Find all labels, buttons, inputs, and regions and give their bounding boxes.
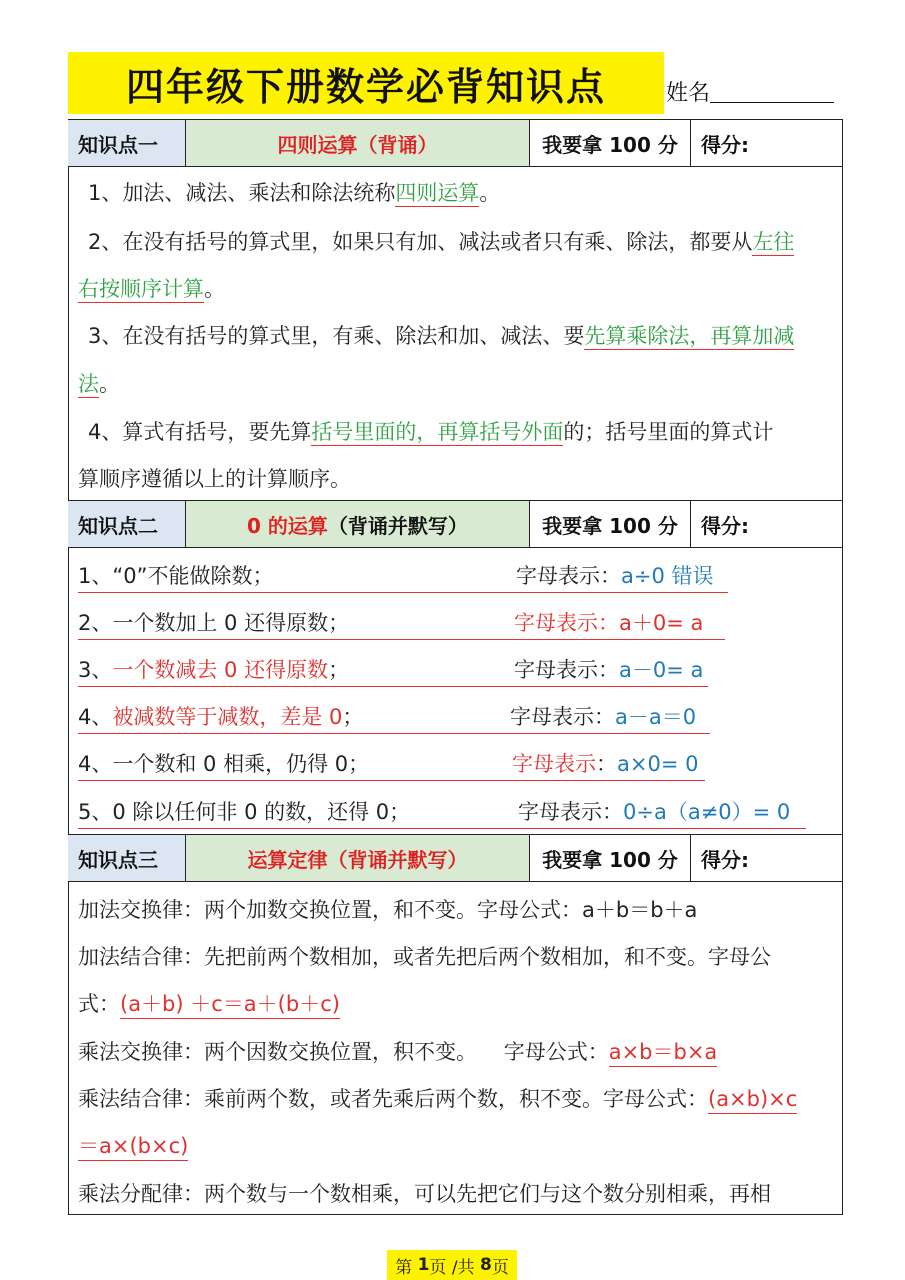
underline (513, 686, 708, 687)
text: 的；括号里面的算式计 (563, 420, 774, 444)
page-number: 1 (417, 1255, 430, 1275)
text: 第 (395, 1257, 418, 1278)
underline (513, 639, 725, 640)
text: 。 (204, 277, 225, 301)
formula (510, 701, 696, 731)
section-header-1 (68, 119, 843, 167)
section-header-2 (68, 500, 843, 548)
zero-rule-row (78, 796, 838, 834)
highlight: 括号里面的，再算括号外面 (311, 420, 564, 444)
zero-rule-row (78, 560, 838, 598)
text: 乘法交换律：两个因数交换位置，积不变。 字母公式： (78, 1040, 609, 1064)
formula: a×b＝b×a (609, 1040, 718, 1067)
score-field[interactable]: 得分: (701, 847, 749, 872)
formula-label: 字母表示： (514, 611, 619, 635)
rule-text: 4、一个数和 0 相乘，仍得 0； (78, 752, 370, 776)
text: ； (342, 705, 364, 729)
topic-note: （背诵） (357, 132, 438, 157)
law-line (78, 1036, 717, 1066)
section-tag: 知识点三 (68, 835, 186, 881)
text: 。 (479, 181, 501, 205)
formula-label: 字母表示： (518, 800, 623, 824)
law-line: 乘法分配律：两个数与一个数相乘，可以先把它们与这个数分别相乘，再相 (78, 1182, 771, 1206)
law-line: 加法交换律：两个加数交换位置，和不变。字母公式：a＋b＝b＋a (78, 898, 698, 922)
topic-note: （背诵并默写） (327, 847, 468, 872)
goal-label: 我要拿 100 分 (530, 120, 691, 166)
score-field[interactable]: 得分: (701, 132, 749, 157)
text: 3、 (78, 658, 113, 682)
rule-text: 1、“0”不能做除数； (78, 564, 274, 588)
text: 。 (99, 372, 120, 396)
name-blank[interactable] (710, 102, 834, 103)
underline (78, 639, 523, 640)
text: 4、 (78, 705, 113, 729)
score-field[interactable]: 得分: (701, 513, 749, 538)
text: 4、算式有括号，要先算 (88, 420, 312, 444)
underline (78, 592, 523, 593)
section-topic (186, 120, 530, 166)
topic-name: 四则运算 (277, 132, 358, 157)
goal-label: 我要拿 100 分 (530, 501, 691, 547)
zero-rule-row (78, 748, 838, 786)
underline (513, 592, 728, 593)
formula (518, 796, 790, 826)
topic-name: 运算定律 (247, 847, 328, 872)
formula (514, 654, 703, 684)
underline (510, 780, 705, 781)
text: 2、在没有括号的算式里，如果只有加、减法或者只有乘、除法，都要从 (88, 230, 753, 254)
s1-line-2 (88, 226, 794, 256)
text: 1、加法、减法、乘法和除法统称 (88, 181, 396, 205)
formula-value: a＋0= a (619, 611, 704, 635)
zero-rule-row (78, 701, 838, 739)
underline (508, 733, 710, 734)
page-title: 四年级下册数学必背知识点 (125, 64, 606, 109)
zero-rule-row (78, 654, 838, 692)
formula-label: 字母表示 (512, 752, 596, 776)
section-tag: 知识点二 (68, 501, 186, 547)
highlight: 左往 (752, 230, 795, 254)
s1-line-5 (78, 368, 120, 398)
law-line (78, 1083, 797, 1113)
s1-line-1 (88, 177, 500, 207)
text: 页 /共 (429, 1257, 480, 1278)
section-header-3 (68, 834, 843, 882)
formula: (a＋b) ＋c＝a＋(b＋c) (120, 992, 340, 1019)
law-line (78, 1130, 188, 1160)
section-topic (186, 835, 530, 881)
text: 页 (491, 1257, 509, 1278)
formula (514, 607, 703, 637)
formula-value: a×0= 0 (617, 752, 699, 776)
rule-text (78, 701, 363, 731)
section-tag: 知识点一 (68, 120, 186, 166)
goal-label: 我要拿 100 分 (530, 835, 691, 881)
zero-rule-row (78, 607, 838, 645)
text: ； (328, 658, 350, 682)
highlight: 被减数等于减数，差是 0 (112, 705, 343, 729)
highlight: 右按顺序计算 (78, 277, 204, 301)
formula-label: 字母表示： (516, 564, 621, 588)
formula (516, 560, 714, 590)
underline (78, 686, 523, 687)
formula-label: 字母表示： (510, 705, 615, 729)
formula-value: a－0= a (619, 658, 704, 682)
rule-text: 5、0 除以任何非 0 的数，还得 0； (78, 800, 411, 824)
text: 式： (78, 992, 120, 1016)
highlight: 四则运算 (395, 181, 480, 205)
topic-name: 0 的运算 (247, 513, 328, 538)
highlight: 一个数减去 0 还得原数 (112, 658, 329, 682)
underline (516, 828, 806, 829)
formula: ＝a×(b×c) (78, 1134, 188, 1161)
formula-colon: ： (596, 752, 617, 776)
formula-label: 字母表示： (514, 658, 619, 682)
law-line (78, 988, 340, 1018)
law-line: 加法结合律：先把前两个数相加，或者先把后两个数相加，和不变。字母公 (78, 945, 771, 969)
s1-line-6 (88, 416, 773, 446)
text: 乘法结合律：乘前两个数，或者先乘后两个数，积不变。字母公式： (78, 1087, 708, 1111)
page-title-banner (68, 52, 664, 114)
highlight: 法 (78, 372, 99, 396)
section-topic (186, 501, 530, 547)
underline (78, 733, 518, 734)
s1-line-7: 算顺序遵循以上的计算顺序。 (78, 467, 351, 491)
formula (512, 748, 698, 778)
s1-line-3 (78, 273, 225, 303)
highlight: 先算乘除法，再算加减 (584, 324, 795, 348)
formula: (a×b)×c (708, 1087, 797, 1114)
formula-value: a－a＝0 (615, 705, 697, 729)
text: 3、在没有括号的算式里，有乘、除法和加、减法、要 (88, 324, 585, 348)
underline (78, 828, 523, 829)
topic-note: （背诵并默写） (327, 513, 468, 538)
rule-text (78, 654, 349, 684)
s1-line-4 (88, 320, 794, 350)
rule-text: 2、一个数加上 0 还得原数； (78, 611, 350, 635)
formula-value: a÷0 错误 (621, 564, 714, 588)
name-label: 姓名 (666, 81, 711, 106)
page-total: 8 (479, 1255, 492, 1275)
underline (78, 780, 518, 781)
page-indicator (387, 1250, 517, 1280)
formula-value: 0÷a（a≠0）= 0 (623, 800, 791, 824)
